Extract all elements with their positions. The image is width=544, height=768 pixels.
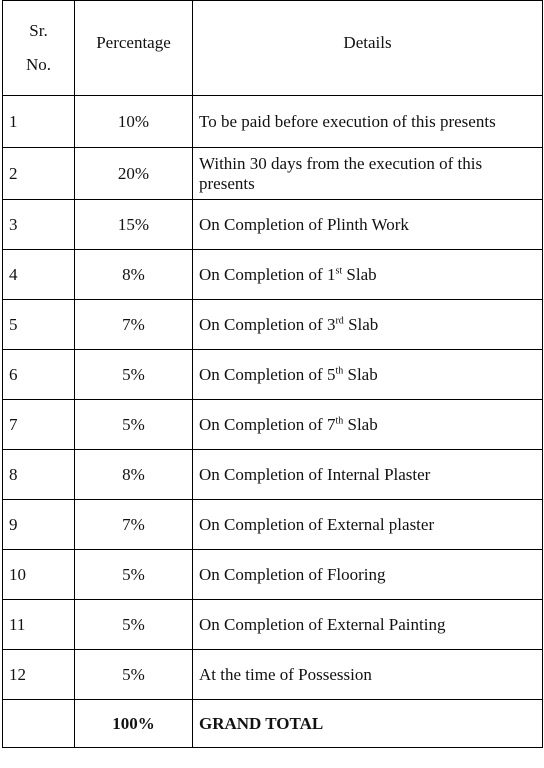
details-cell: On Completion of Flooring xyxy=(193,550,543,600)
details-cell xyxy=(193,400,543,450)
sr-cell: 2 xyxy=(3,148,75,200)
details-text-tail: Slab xyxy=(343,314,379,334)
sr-cell: 11 xyxy=(3,600,75,650)
table-row xyxy=(3,200,543,250)
percentage-cell: 7% xyxy=(75,300,193,350)
payment-schedule-table xyxy=(2,0,543,748)
percentage-cell: 5% xyxy=(75,350,193,400)
details-cell: On Completion of External Painting xyxy=(193,600,543,650)
sr-cell: 1 xyxy=(3,96,75,148)
sr-cell: 9 xyxy=(3,500,75,550)
header-sr-no xyxy=(3,1,75,96)
details-text-tail: Slab xyxy=(343,414,378,434)
details-text: On Completion of 7 xyxy=(199,414,336,434)
details-cell xyxy=(193,350,543,400)
ordinal-suffix: th xyxy=(335,414,344,426)
sr-cell: 12 xyxy=(3,650,75,700)
table-row xyxy=(3,600,543,650)
table-row xyxy=(3,148,543,200)
table-row xyxy=(3,250,543,300)
details-cell: To be paid before execution of this presents xyxy=(193,96,543,148)
percentage-cell: 8% xyxy=(75,250,193,300)
table-row xyxy=(3,96,543,148)
total-percentage-cell: 100% xyxy=(75,700,193,748)
sr-cell: 6 xyxy=(3,350,75,400)
details-cell: On Completion of External plaster xyxy=(193,500,543,550)
total-sr-cell xyxy=(3,700,75,748)
header-sr-line1: Sr. xyxy=(29,21,48,40)
ordinal-suffix: rd xyxy=(335,314,344,326)
sr-cell: 10 xyxy=(3,550,75,600)
grand-total-row xyxy=(3,700,543,748)
table-row xyxy=(3,300,543,350)
table-row xyxy=(3,500,543,550)
details-cell: At the time of Possession xyxy=(193,650,543,700)
header-details: Details xyxy=(193,1,543,96)
table-row xyxy=(3,350,543,400)
details-cell xyxy=(193,250,543,300)
details-cell xyxy=(193,300,543,350)
sr-cell: 4 xyxy=(3,250,75,300)
percentage-cell: 8% xyxy=(75,450,193,500)
header-percentage: Percentage xyxy=(75,1,193,96)
percentage-cell: 5% xyxy=(75,550,193,600)
details-text-tail: Slab xyxy=(343,364,378,384)
details-text: On Completion of 5 xyxy=(199,364,336,384)
details-cell: On Completion of Internal Plaster xyxy=(193,450,543,500)
total-label-cell: GRAND TOTAL xyxy=(193,700,543,748)
sr-cell: 3 xyxy=(3,200,75,250)
ordinal-suffix: th xyxy=(335,364,344,376)
percentage-cell: 5% xyxy=(75,400,193,450)
percentage-cell: 10% xyxy=(75,96,193,148)
percentage-cell: 15% xyxy=(75,200,193,250)
details-cell: Within 30 days from the execution of this presents xyxy=(193,148,543,200)
percentage-cell: 5% xyxy=(75,600,193,650)
percentage-cell: 20% xyxy=(75,148,193,200)
percentage-cell: 7% xyxy=(75,500,193,550)
percentage-cell: 5% xyxy=(75,650,193,700)
table-row xyxy=(3,550,543,600)
details-cell: On Completion of Plinth Work xyxy=(193,200,543,250)
details-text: On Completion of 1 xyxy=(199,264,336,284)
table-header-row xyxy=(3,1,543,96)
table-row xyxy=(3,400,543,450)
details-text-tail: Slab xyxy=(342,264,377,284)
sr-cell: 5 xyxy=(3,300,75,350)
ordinal-suffix: st xyxy=(335,264,343,276)
sr-cell: 7 xyxy=(3,400,75,450)
details-text: On Completion of 3 xyxy=(199,314,336,334)
header-sr-line2: No. xyxy=(25,55,52,74)
table-row xyxy=(3,450,543,500)
sr-cell: 8 xyxy=(3,450,75,500)
table-row xyxy=(3,650,543,700)
